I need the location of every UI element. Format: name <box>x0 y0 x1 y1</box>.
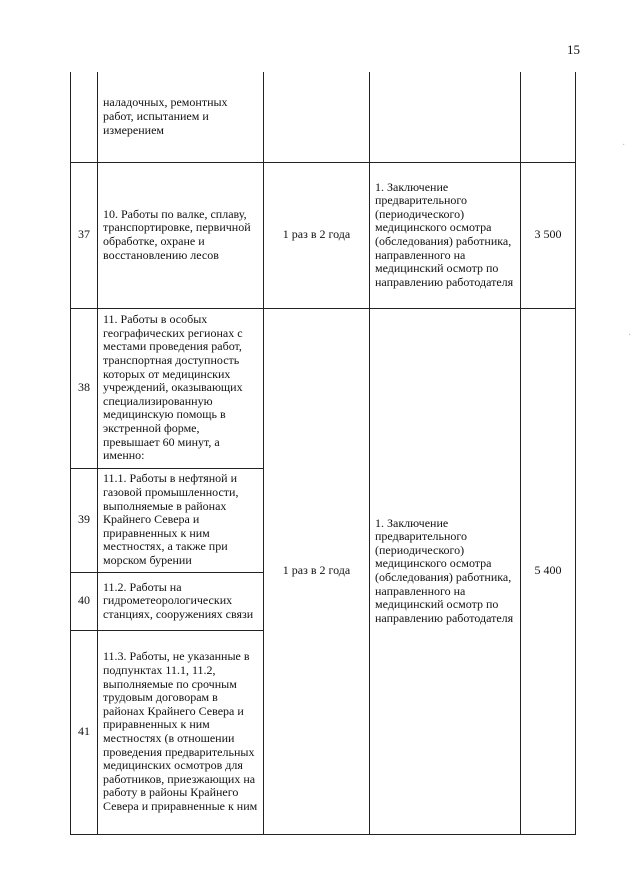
work-type-cell: 11.3. Работы, не указанные в подпунктах 11.1, 11.2, выполняемые по срочным трудовым договорам в районах Крайнего Севера и приравненных к ним местностях (в отношении проведения предварительных медицинских осмотров для работников, приезжающих на работу в районы Крайнего Севера и приравненные к ним <box>98 630 264 834</box>
work-type-cell: 11.2. Работы на гидрометеорологических станциях, сооружениях связи <box>98 572 264 630</box>
table-row <box>71 308 576 468</box>
table-row <box>71 162 576 308</box>
price-cell <box>521 72 576 162</box>
table-row <box>71 72 576 162</box>
services-table <box>70 72 576 835</box>
row-number-cell: 41 <box>71 630 98 834</box>
row-number-cell: 37 <box>71 162 98 308</box>
period-cell <box>264 72 370 162</box>
work-type-cell: 10. Работы по валке, сплаву, транспортировке, первичной обработке, охране и восстановлению лесов <box>98 162 264 308</box>
conclusion-cell <box>370 72 521 162</box>
scan-artifact: · <box>628 330 632 341</box>
page-number: 15 <box>567 42 580 57</box>
work-type-cell: наладочных, ремонтных работ, испытанием и измерением <box>98 72 264 162</box>
row-number-cell: 40 <box>71 572 98 630</box>
period-cell: 1 раз в 2 года <box>264 308 370 834</box>
conclusion-cell: 1. Заключение предварительного (периодического) медицинского осмотра (обследования) работника, направленного на медицинский осмотр по направлению работодателя <box>370 308 521 834</box>
row-number-cell: 38 <box>71 308 98 468</box>
scan-artifact: · <box>622 140 626 151</box>
conclusion-cell: 1. Заключение предварительного (периодического) медицинского осмотра (обследования) работника, направленного на медицинский осмотр по направлению работодателя <box>370 162 521 308</box>
period-cell: 1 раз в 2 года <box>264 162 370 308</box>
price-cell: 5 400 <box>521 308 576 834</box>
work-type-cell: 11.1. Работы в нефтяной и газовой промышленности, выполняемые в районах Крайнего Севера и приравненных к ним местностях, а также при морском бурении <box>98 468 264 572</box>
price-cell: 3 500 <box>521 162 576 308</box>
work-type-cell: 11. Работы в особых географических регионах с местами проведения работ, транспортная доступность которых от медицинских учреждений, оказывающих специализированную медицинскую помощь в экстренной форме, превышает 60 минут, а именно: <box>98 308 264 468</box>
row-number-cell <box>71 72 98 162</box>
row-number-cell: 39 <box>71 468 98 572</box>
